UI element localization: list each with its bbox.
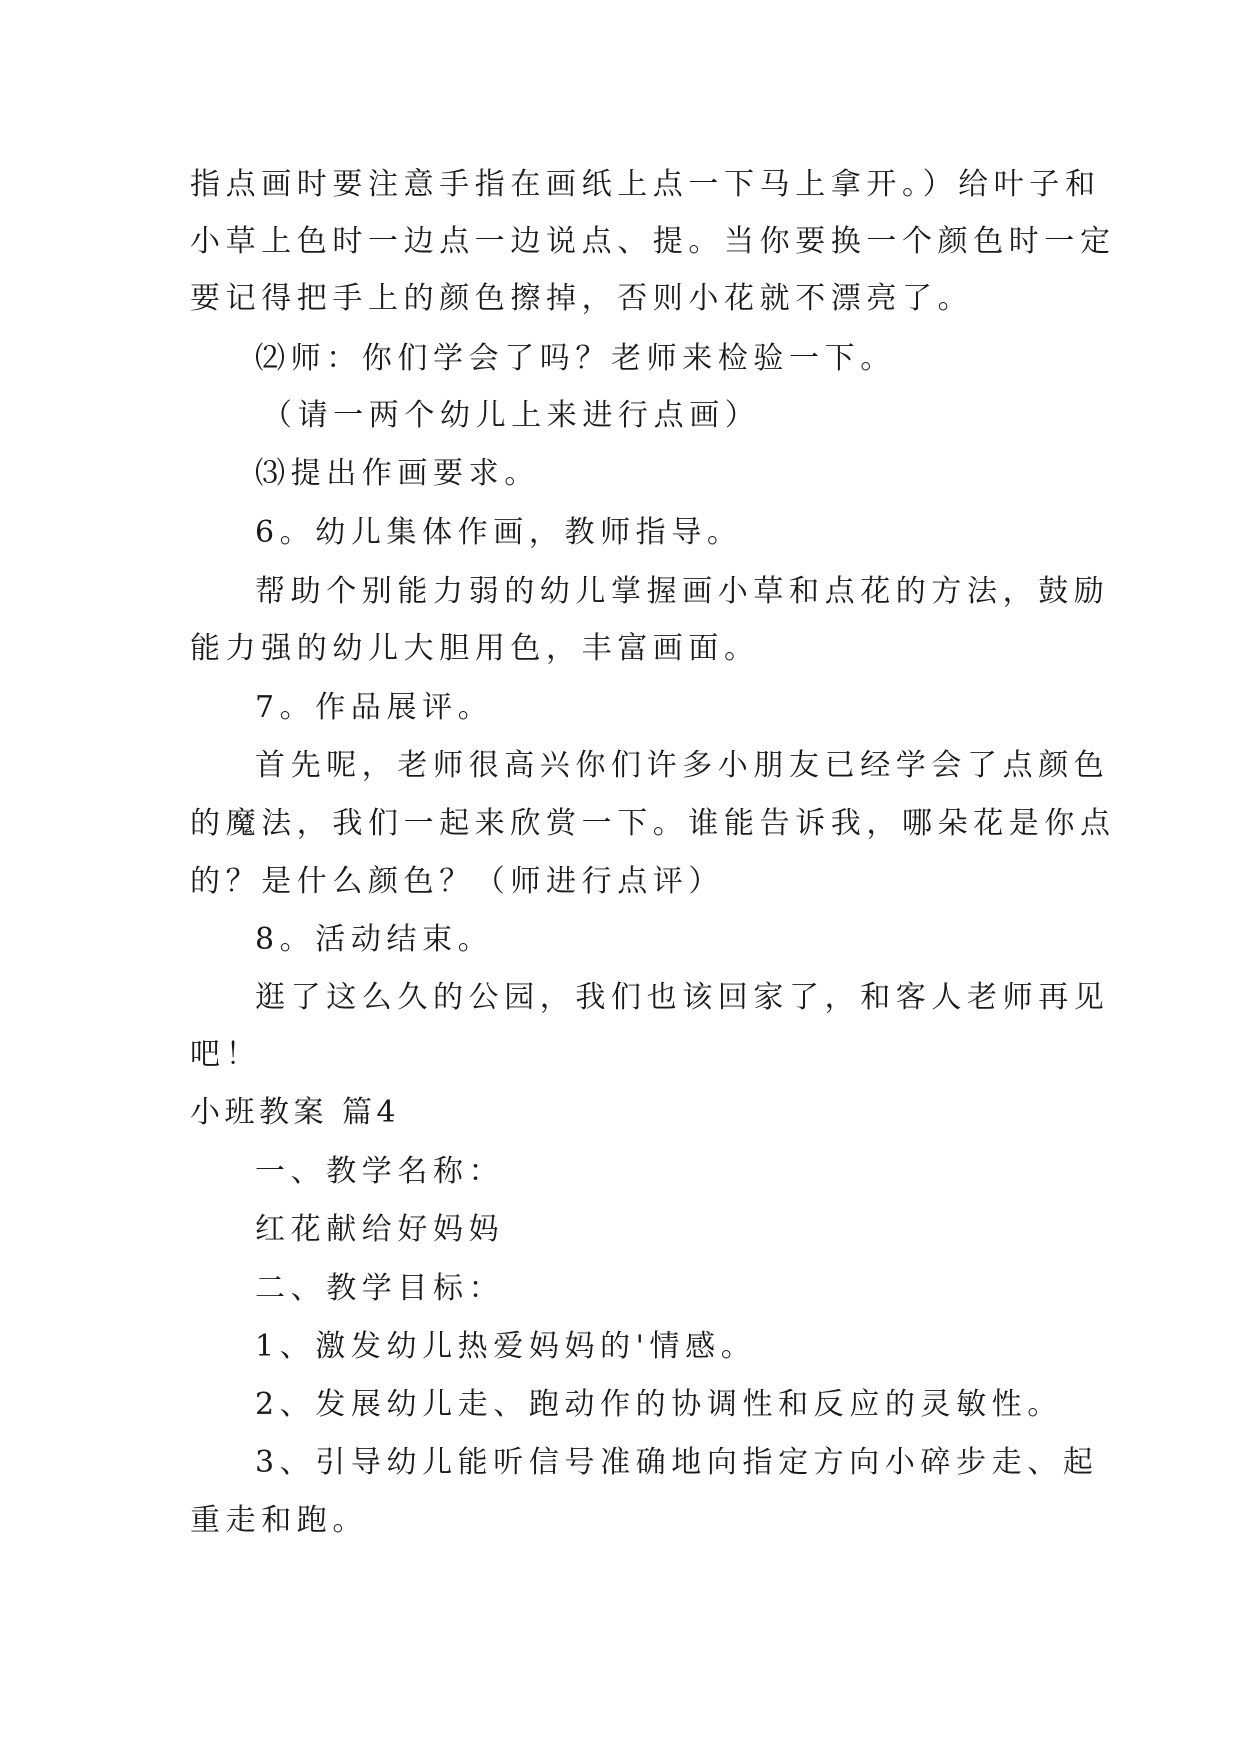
paragraph-line: 2、发展幼儿走、跑动作的协调性和反应的灵敏性。 (255, 1387, 1063, 1422)
paragraph-line: 要记得把手上的颜色擦掉，否则小花就不漂亮了。 (190, 281, 974, 316)
paragraph-line: ⑶提出作画要求。 (255, 456, 540, 491)
paragraph-line: （请一两个幼儿上来进行点画） (262, 398, 761, 433)
paragraph-line: 的？是什么颜色？（师进行点评） (190, 864, 724, 899)
paragraph-line: ⑵师：你们学会了吗？老师来检验一下。 (255, 341, 896, 376)
paragraph-line: 7。作品展评。 (255, 690, 494, 725)
paragraph-line: 帮助个别能力弱的幼儿掌握画小草和点花的方法，鼓励 (255, 574, 1110, 609)
paragraph-line: 首先呢，老师很高兴你们许多小朋友已经学会了点颜色 (255, 748, 1110, 783)
paragraph-line: 吧！ (190, 1037, 262, 1072)
paragraph-line: 小草上色时一边点一边说点、提。当你要换一个颜色时一定 (190, 224, 1116, 259)
paragraph-line: 指点画时要注意手指在画纸上点一下马上拿开。）给叶子和 (190, 167, 1101, 202)
paragraph-line: 的魔法，我们一起来欣赏一下。谁能告诉我，哪朵花是你点 (190, 806, 1116, 841)
paragraph-line: 8。活动结束。 (255, 922, 494, 957)
paragraph-line: 能力强的幼儿大胆用色，丰富画面。 (190, 631, 760, 666)
section-heading: 小班教案 篇4 (190, 1095, 401, 1130)
paragraph-line: 一、教学名称： (255, 1154, 505, 1189)
paragraph-line: 6。幼儿集体作画，教师指导。 (255, 515, 743, 550)
paragraph-line: 重走和跑。 (190, 1503, 368, 1538)
paragraph-line: 1、激发幼儿热爱妈妈的'情感。 (255, 1329, 757, 1364)
paragraph-line: 红花献给好妈妈 (255, 1212, 505, 1247)
paragraph-line: 逛了这么久的公园，我们也该回家了，和客人老师再见 (255, 980, 1110, 1015)
paragraph-line: 二、教学目标： (255, 1271, 505, 1306)
paragraph-line: 3、引导幼儿能听信号准确地向指定方向小碎步走、起 (255, 1445, 1099, 1480)
